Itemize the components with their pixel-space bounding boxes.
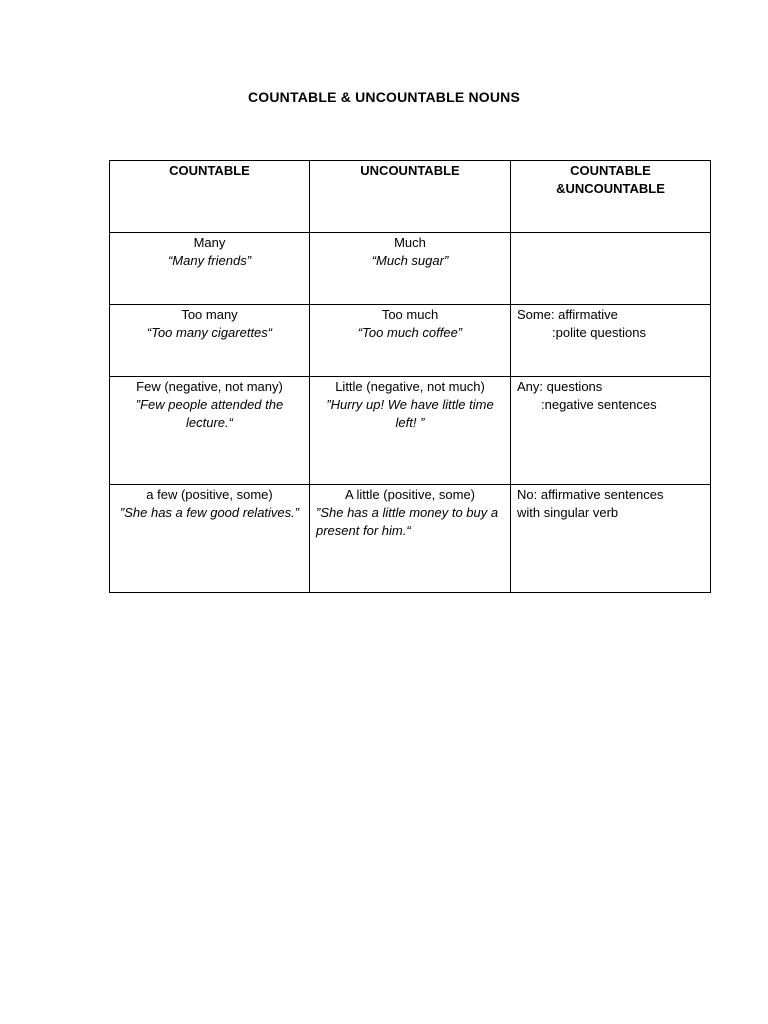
header-uncountable: UNCOUNTABLE (310, 161, 511, 233)
table-row (110, 233, 711, 305)
uncountable-word: Too much (381, 307, 439, 322)
countable-word: Too many (181, 307, 238, 322)
countable-cell (110, 485, 310, 593)
countable-word: Many (193, 235, 226, 250)
countable-example: “Too many cigarettes“ (146, 325, 273, 340)
uncountable-word: Little (negative, not much) (335, 379, 485, 394)
both-cell (511, 485, 711, 593)
header-countable: COUNTABLE (110, 161, 310, 233)
uncountable-cell (310, 485, 511, 593)
both-line2: with singular verb (517, 505, 619, 520)
uncountable-example: ”Hurry up! We have little time left! ” (326, 397, 494, 430)
both-line1: Some: affirmative (517, 307, 618, 322)
table-header-row (110, 161, 711, 233)
both-cell (511, 305, 711, 377)
uncountable-example: ”She has a little money to buy a present for him.“ (316, 505, 499, 538)
both-line1: No: affirmative sentences (517, 487, 664, 502)
uncountable-example: “Too much coffee” (357, 325, 463, 340)
page-title: COUNTABLE & UNCOUNTABLE NOUNS (247, 89, 521, 105)
countable-cell (110, 305, 310, 377)
both-cell (511, 377, 711, 485)
uncountable-cell (310, 233, 511, 305)
nouns-table (109, 160, 711, 593)
countable-example: ”Few people attended the lecture.“ (135, 397, 284, 430)
uncountable-example: “Much sugar” (371, 253, 449, 268)
countable-example: ”She has a few good relatives.” (119, 505, 300, 520)
uncountable-word: Much (394, 235, 426, 250)
uncountable-cell (310, 377, 511, 485)
both-line1: Any: questions (517, 379, 603, 394)
both-cell (511, 233, 711, 305)
both-line2: :negative sentences (541, 397, 657, 412)
countable-cell (110, 377, 310, 485)
table-row (110, 485, 711, 593)
both-line2: :polite questions (552, 325, 646, 340)
header-countable-uncountable (511, 161, 711, 233)
table-row (110, 377, 711, 485)
countable-cell (110, 233, 310, 305)
header-both-line1: COUNTABLE (570, 163, 651, 178)
uncountable-word: A little (positive, some) (344, 487, 476, 502)
table-row (110, 305, 711, 377)
header-both-line2: &UNCOUNTABLE (556, 181, 665, 196)
countable-example: “Many friends” (167, 253, 252, 268)
uncountable-cell (310, 305, 511, 377)
countable-word: a few (positive, some) (146, 487, 273, 502)
countable-word: Few (negative, not many) (136, 379, 283, 394)
